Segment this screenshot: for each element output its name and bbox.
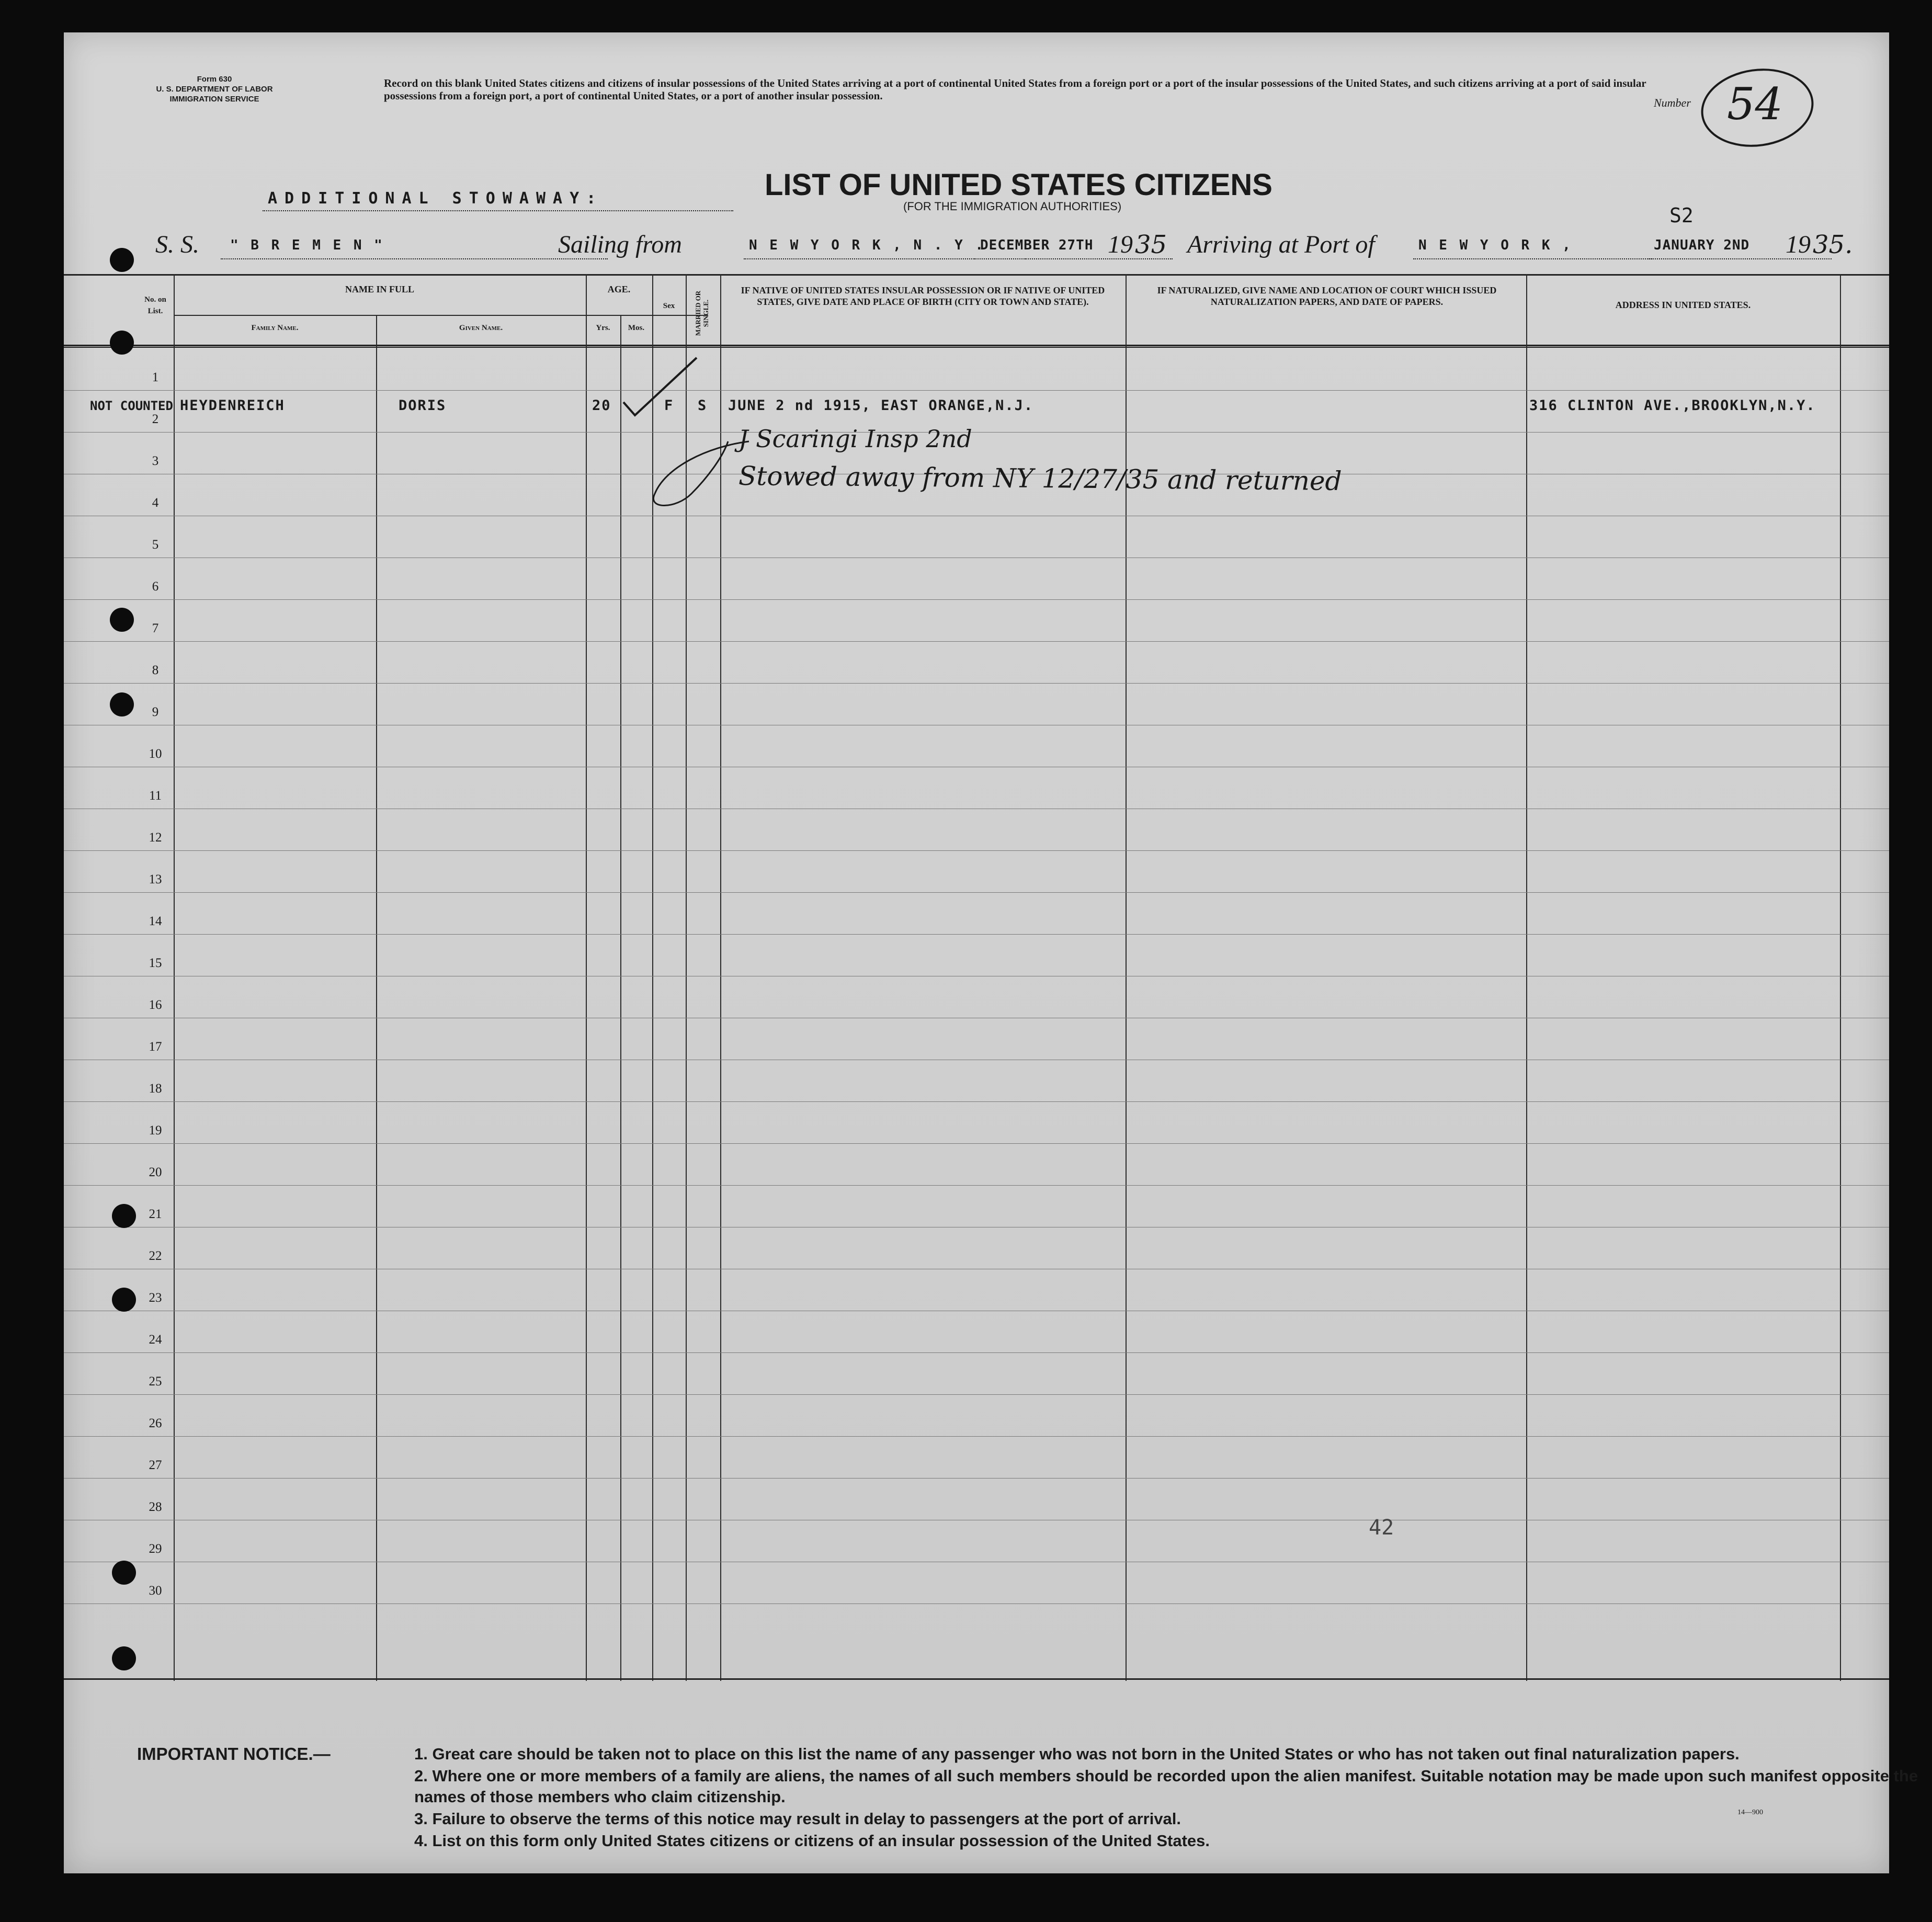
voyage-line [64,230,1889,261]
row-number: 8 [152,663,159,677]
row-number: 15 [149,956,162,970]
record-note: Record on this blank United States citizens and citizens of insular possessions of the United States arriving at a port of continental United States from a foreign port or a port of the insular possessions of the United States, and such citizens arriving at a port of said insular possessions from a foreign port, a port of continental United States, or a port of another insular possession. [384,77,1646,102]
print-code: 14—900 [1737,1809,1763,1816]
col-birth-header: IF NATIVE OF UNITED STATES INSULAR POSSESSION OR IF NATIVE OF UNITED STATES, GIVE DATE AND PLACE OF BIRTH (CITY OR TOWN AND STATE). [741,285,1105,307]
col-sex-header: Sex [663,302,675,310]
row-number: 18 [149,1082,162,1096]
col-rule-family [376,315,377,1681]
row-number: 23 [149,1291,162,1305]
col-given-header: Given Name. [459,324,503,332]
sailing-label: Sailing from [558,231,682,258]
col-yrs-header: Yrs. [596,324,610,332]
table-row [64,641,1889,642]
col-address-header: ADDRESS IN UNITED STATES. [1615,300,1751,310]
entry-married: S [698,397,708,414]
col-family-header: Family Name. [251,324,299,332]
row-number: 9 [152,705,159,719]
table-row [64,934,1889,935]
sailing-date-fill [974,258,1173,259]
page-title: LIST OF UNITED STATES CITIZENS [765,168,1272,202]
notice-item: 1. Great care should be taken not to place on this list the name of any passenger who was not born in the United States or who has not taken out final naturalization papers. [414,1745,1740,1763]
row-number: 19 [149,1123,162,1138]
row-number: 10 [149,747,162,761]
entry-family-name: HEYDENREICH [180,397,285,414]
entry-sex: F [664,397,674,414]
punch-hole [112,1561,136,1585]
row-number: 6 [152,579,159,594]
row-number: 16 [149,998,162,1012]
table-row [64,390,1889,391]
col-age-header: AGE. [607,284,631,294]
header-bottom-rule [64,345,1889,346]
form-identifier [141,74,288,104]
department: U. S. DEPARTMENT OF LABOR [156,85,273,94]
row-number: 11 [149,789,162,803]
punch-hole [110,331,134,355]
row-number: 25 [149,1374,162,1389]
col-married-header: MARRIED OR SINGLE. [694,290,710,336]
col-no-header: No. on List. [144,295,166,315]
table-row [64,1478,1889,1479]
row-number: 17 [149,1040,162,1054]
row-number: 5 [152,538,159,552]
table-row [64,1185,1889,1186]
arriving-port: N E W Y O R K , [1418,237,1573,253]
table-row [64,432,1889,433]
name-age-divider [174,315,708,316]
entry-birth: JUNE 2 nd 1915, EAST ORANGE,N.J. [728,397,1034,414]
form-number: Form 630 [197,75,232,84]
list-number: 54 [1727,78,1783,130]
page-subtitle: (FOR THE IMMIGRATION AUTHORITIES) [903,200,1122,213]
punch-hole [112,1646,136,1670]
table-top-rule [64,274,1889,276]
row-number: 21 [149,1207,162,1221]
row-number: 26 [149,1416,162,1430]
sailing-date: DECEMBER 27TH [980,237,1094,253]
table-row [64,892,1889,893]
row-number: 1 [152,370,159,384]
stowaway-note: Stowed away from NY 12/27/35 and returned [738,460,1342,497]
margin-number: S2 [1669,204,1694,227]
col-name-header: NAME IN FULL [345,284,414,294]
table-row [64,599,1889,600]
row-number: 27 [149,1458,162,1472]
row-number: 13 [149,872,162,886]
sailing-port: N E W Y O R K , N . Y . [749,237,986,253]
punch-hole [110,608,134,632]
notice-label: IMPORTANT NOTICE.— [137,1744,331,1764]
punch-hole [112,1288,136,1312]
entry-given-name: DORIS [399,397,447,414]
punch-hole [112,1204,136,1228]
row-number: 12 [149,831,162,845]
row-number: 4 [152,496,159,510]
punch-hole [110,692,134,717]
table-row [64,850,1889,851]
sailing-year: 35 [1135,230,1167,259]
arriving-date-fill [1649,258,1832,259]
notice-item: 2. Where one or more members of a family are aliens, the names of all such members should be recorded upon the alien manifest. Suitable notation may be made upon such manifest opposite the names of those members who claim citizenship. [414,1767,1918,1806]
notice-item: 3. Failure to observe the terms of this notice may result in delay to passengers at the port of arrival. [414,1810,1181,1828]
row-number: 3 [152,454,159,468]
arriving-year-prefix: 19 [1786,231,1811,258]
inspector-signature: J Scaringi Insp 2nd [738,425,972,453]
arriving-label: Arriving at Port of [1187,231,1375,258]
arriving-date: JANUARY 2ND [1654,237,1750,253]
row-number: 30 [149,1584,162,1598]
row-number: 29 [149,1542,162,1556]
row-number: 24 [149,1333,162,1347]
row-number: 14 [149,914,162,928]
punch-hole [110,248,134,272]
table-row [64,1143,1889,1144]
entry-age-yrs: 20 [592,397,611,414]
table-row [64,683,1889,684]
citizen-list-table [64,274,1889,1681]
col-naturalized-header: IF NATURALIZED, GIVE NAME AND LOCATION OF COURT WHICH ISSUED NATURALIZATION PAPERS, AND DATE OF PAPERS. [1157,285,1497,307]
row-number: 2 [152,412,159,426]
age-checkmark [618,352,702,420]
header-bottom-rule-2 [64,347,1889,348]
ss-label: S. S. [155,231,199,258]
entry-address: 316 CLINTON AVE.,BROOKLYN,N.Y. [1529,397,1816,414]
table-row [64,1101,1889,1102]
row-number: 22 [149,1249,162,1263]
notice-item: 4. List on this form only United States citizens or citizens of an insular possession of the United States. [414,1832,1210,1850]
table-bottom-rule [64,1678,1889,1680]
sailing-year-prefix: 19 [1108,231,1133,258]
form-sheet [64,32,1918,1873]
col-rule-yrs [620,315,621,1681]
arriving-port-fill [1413,258,1654,259]
not-counted-stamp: NOT COUNTED [90,399,173,413]
col-mos-header: Mos. [628,324,645,332]
service: IMMIGRATION SERVICE [169,95,259,104]
table-row [64,1352,1889,1353]
col-rule-address [1840,274,1841,1681]
arriving-year: 35. [1813,230,1853,259]
additional-stowaway-label: ADDITIONAL STOWAWAY: [268,189,604,208]
col-rule-name [586,274,587,1681]
row-number: 20 [149,1165,162,1179]
table-row [64,1436,1889,1437]
row-number: 7 [152,621,159,635]
ship-name: " B R E M E N " [230,237,384,253]
page-stamp: 42 [1369,1516,1394,1540]
row-number: 28 [149,1500,162,1514]
number-label: Number [1654,96,1691,109]
col-rule-naturalized [1526,274,1527,1681]
col-rule-no [174,274,175,1681]
table-row [64,1603,1889,1604]
header-underline [263,210,733,211]
ship-fill-line [221,258,608,259]
table-row [64,1394,1889,1395]
